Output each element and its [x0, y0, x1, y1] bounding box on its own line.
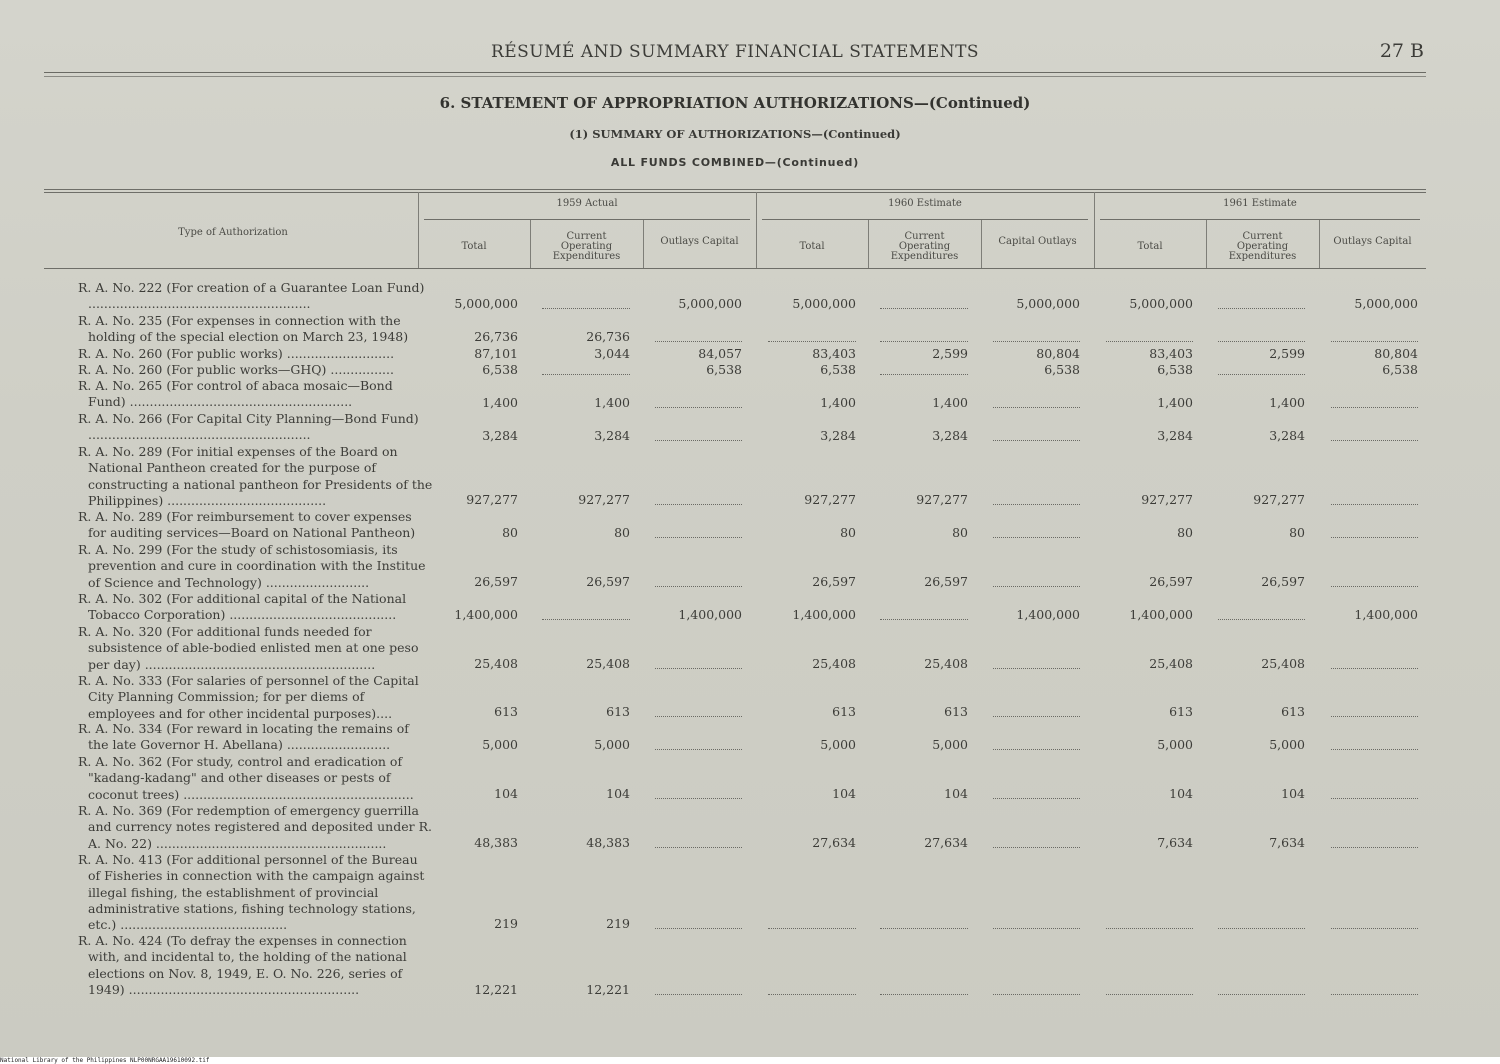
- empty-cell-leader: [655, 716, 742, 717]
- amount-cell: 1,400: [820, 395, 856, 410]
- amount-cell: 927,277: [916, 492, 968, 507]
- amount-cell: 613: [1169, 704, 1193, 719]
- empty-cell-leader: [1331, 537, 1418, 538]
- amount-cell: 104: [1281, 786, 1305, 801]
- scan-footer: National Library of the Philippines NLP00NRGAA19610092.tif: [0, 1057, 1500, 1064]
- amount-cell: 2,599: [1269, 346, 1305, 361]
- amount-cell: 26,597: [812, 574, 856, 589]
- amount-cell: 25,408: [924, 656, 968, 671]
- authorization-description: R. A. No. 266 (For Capital City Planning—Bond Fund) ........................................................: [78, 411, 419, 443]
- amount-cell: 6,538: [1044, 362, 1080, 377]
- amount-cell: 27,634: [924, 835, 968, 850]
- amount-cell: 26,597: [1149, 574, 1193, 589]
- column-header: Current Operating Expenditures: [890, 231, 959, 262]
- amount-cell: 12,221: [586, 982, 630, 997]
- column-header: Total: [461, 241, 487, 252]
- amount-cell: 104: [494, 786, 518, 801]
- amount-cell: 104: [606, 786, 630, 801]
- amount-cell: 26,597: [586, 574, 630, 589]
- empty-cell-leader: [1331, 749, 1418, 750]
- empty-cell-leader: [655, 341, 742, 342]
- header-rule-2: [44, 76, 1426, 77]
- amount-cell: 104: [944, 786, 968, 801]
- amount-cell: 5,000: [932, 737, 968, 752]
- amount-cell: 87,101: [474, 346, 518, 361]
- empty-cell-leader: [1218, 308, 1305, 309]
- authorization-description: R. A. No. 222 (For creation of a Guarantee Loan Fund) ........................................................: [78, 280, 425, 312]
- amount-cell: 927,277: [1141, 492, 1193, 507]
- amount-cell: 219: [606, 916, 630, 931]
- amount-cell: 104: [832, 786, 856, 801]
- amount-cell: 613: [1281, 704, 1305, 719]
- empty-cell-leader: [655, 537, 742, 538]
- amount-cell: 48,383: [474, 835, 518, 850]
- empty-cell-leader: [1331, 586, 1418, 587]
- column-header: Total: [799, 241, 825, 252]
- empty-cell-leader: [655, 668, 742, 669]
- amount-cell: 1,400,000: [454, 607, 518, 622]
- type-of-authorization-header: Type of Authorization: [178, 227, 288, 238]
- amount-cell: 5,000,000: [678, 296, 742, 311]
- amount-cell: 25,408: [586, 656, 630, 671]
- amount-cell: 5,000: [820, 737, 856, 752]
- amount-cell: 5,000: [482, 737, 518, 752]
- amount-cell: 26,597: [924, 574, 968, 589]
- amount-cell: 80: [502, 525, 518, 540]
- empty-cell-leader: [655, 928, 742, 929]
- empty-cell-leader: [993, 798, 1080, 799]
- amount-cell: 1,400,000: [1129, 607, 1193, 622]
- empty-cell-leader: [993, 586, 1080, 587]
- empty-cell-leader: [1331, 847, 1418, 848]
- empty-cell-leader: [993, 407, 1080, 408]
- empty-cell-leader: [655, 749, 742, 750]
- empty-cell-leader: [768, 928, 856, 929]
- amount-cell: 1,400: [482, 395, 518, 410]
- empty-cell-leader: [993, 928, 1080, 929]
- amount-cell: 12,221: [474, 982, 518, 997]
- amount-cell: 6,538: [1382, 362, 1418, 377]
- amount-cell: 5,000: [1157, 737, 1193, 752]
- amount-cell: 80: [840, 525, 856, 540]
- amount-cell: 3,284: [820, 428, 856, 443]
- amount-cell: 927,277: [1253, 492, 1305, 507]
- amount-cell: 3,284: [1157, 428, 1193, 443]
- empty-cell-leader: [1106, 928, 1193, 929]
- empty-cell-leader: [993, 504, 1080, 505]
- amount-cell: 26,597: [1261, 574, 1305, 589]
- empty-cell-leader: [768, 341, 856, 342]
- empty-cell-leader: [655, 586, 742, 587]
- empty-cell-leader: [993, 847, 1080, 848]
- amount-cell: 80: [614, 525, 630, 540]
- empty-cell-leader: [542, 619, 630, 620]
- empty-cell-leader: [1331, 341, 1418, 342]
- empty-cell-leader: [993, 537, 1080, 538]
- amount-cell: 927,277: [466, 492, 518, 507]
- table-head-bottom-rule: [44, 268, 1426, 269]
- amount-cell: 3,284: [1269, 428, 1305, 443]
- empty-cell-leader: [1331, 504, 1418, 505]
- authorization-description: R. A. No. 299 (For the study of schistosomiasis, its prevention and cure in coordination with the Institue of Science and Technology) ..........................: [78, 542, 426, 590]
- authorization-description: R. A. No. 333 (For salaries of personnel of the Capital City Planning Commission; for per diems of employees and for other incidental purposes)....: [78, 673, 419, 721]
- authorization-description: R. A. No. 424 (To defray the expenses in connection with, and incidental to, the holding of the national elections on Nov. 8, 1949, E. O. No. 226, series of 1949) ..........................................................: [78, 933, 407, 997]
- amount-cell: 80: [1177, 525, 1193, 540]
- empty-cell-leader: [1218, 374, 1305, 375]
- amount-cell: 5,000,000: [1129, 296, 1193, 311]
- authorization-description: R. A. No. 235 (For expenses in connection with the holding of the special election on March 23, 1948): [78, 313, 409, 345]
- authorization-description: R. A. No. 413 (For additional personnel of the Bureau of Fisheries in connection with the campaign against illegal fishing, the establishment of provincial administrative stations, fishing technology stations, etc.) ..........................................: [78, 852, 425, 933]
- empty-cell-leader: [655, 847, 742, 848]
- amount-cell: 1,400,000: [792, 607, 856, 622]
- empty-cell-leader: [1331, 928, 1418, 929]
- empty-cell-leader: [1331, 716, 1418, 717]
- empty-cell-leader: [880, 341, 968, 342]
- empty-cell-leader: [880, 619, 968, 620]
- authorization-description: R. A. No. 320 (For additional funds needed for subsistence of able-bodied enlisted men at one peso per day) ..........................................................: [78, 624, 419, 672]
- group-underline: [424, 219, 750, 220]
- empty-cell-leader: [1106, 341, 1193, 342]
- empty-cell-leader: [1331, 798, 1418, 799]
- column-header: Current Operating Expenditures: [1228, 231, 1297, 262]
- group-header: 1960 Estimate: [888, 198, 962, 209]
- empty-cell-leader: [542, 308, 630, 309]
- amount-cell: 927,277: [804, 492, 856, 507]
- amount-cell: 1,400: [594, 395, 630, 410]
- empty-cell-leader: [655, 504, 742, 505]
- authorization-description: R. A. No. 289 (For reimbursement to cover expenses for auditing services—Board on National Pantheon): [78, 509, 416, 541]
- amount-cell: 1,400: [932, 395, 968, 410]
- amount-cell: 5,000,000: [1016, 296, 1080, 311]
- column-header: Total: [1137, 241, 1163, 252]
- authorization-description: R. A. No. 302 (For additional capital of the National Tobacco Corporation) ..........................................: [78, 591, 407, 623]
- amount-cell: 5,000,000: [792, 296, 856, 311]
- column-header: Current Operating Expenditures: [552, 231, 621, 262]
- amount-cell: 104: [1169, 786, 1193, 801]
- amount-cell: 5,000,000: [454, 296, 518, 311]
- amount-cell: 26,736: [586, 329, 630, 344]
- amount-cell: 5,000,000: [1354, 296, 1418, 311]
- amount-cell: 1,400: [1269, 395, 1305, 410]
- empty-cell-leader: [1331, 994, 1418, 995]
- authorization-description: R. A. No. 289 (For initial expenses of the Board on National Pantheon created for the purpose of constructing a national pantheon for Presidents of the Philippines) ........................................: [78, 444, 433, 508]
- amount-cell: 80: [1289, 525, 1305, 540]
- amount-cell: 84,057: [698, 346, 742, 361]
- group-underline: [762, 219, 1088, 220]
- amount-cell: 26,736: [474, 329, 518, 344]
- amount-cell: 6,538: [706, 362, 742, 377]
- amount-cell: 27,634: [812, 835, 856, 850]
- column-header: Outlays Capital: [660, 236, 739, 247]
- amount-cell: 26,597: [474, 574, 518, 589]
- authorization-description: R. A. No. 260 (For public works) ...........................: [78, 346, 395, 361]
- amount-cell: 1,400,000: [1354, 607, 1418, 622]
- amount-cell: 5,000: [1269, 737, 1305, 752]
- amount-cell: 613: [606, 704, 630, 719]
- empty-cell-leader: [1331, 440, 1418, 441]
- statement-subtitle: (1) SUMMARY OF AUTHORIZATIONS—(Continued): [569, 127, 901, 141]
- amount-cell: 927,277: [578, 492, 630, 507]
- amount-cell: 6,538: [482, 362, 518, 377]
- amount-cell: 7,634: [1157, 835, 1193, 850]
- empty-cell-leader: [993, 668, 1080, 669]
- amount-cell: 3,284: [932, 428, 968, 443]
- amount-cell: 3,284: [594, 428, 630, 443]
- amount-cell: 6,538: [820, 362, 856, 377]
- authorization-description: R. A. No. 265 (For control of abaca mosaic—Bond Fund) ........................................................: [78, 378, 393, 410]
- table-top-rule-2: [44, 192, 1426, 193]
- empty-cell-leader: [993, 994, 1080, 995]
- amount-cell: 48,383: [586, 835, 630, 850]
- amount-cell: 80: [952, 525, 968, 540]
- group-header: 1959 Actual: [556, 198, 618, 209]
- amount-cell: 6,538: [1157, 362, 1193, 377]
- amount-cell: 80,804: [1036, 346, 1080, 361]
- header-rule: [44, 72, 1426, 73]
- amount-cell: 83,403: [1149, 346, 1193, 361]
- amount-cell: 80,804: [1374, 346, 1418, 361]
- empty-cell-leader: [993, 341, 1080, 342]
- empty-cell-leader: [993, 716, 1080, 717]
- empty-cell-leader: [993, 749, 1080, 750]
- statement-title: 6. STATEMENT OF APPROPRIATION AUTHORIZATIONS—(Continued): [439, 94, 1031, 112]
- amount-cell: 25,408: [474, 656, 518, 671]
- empty-cell-leader: [1218, 619, 1305, 620]
- empty-cell-leader: [880, 928, 968, 929]
- running-head: RÉSUMÉ AND SUMMARY FINANCIAL STATEMENTS: [490, 42, 980, 62]
- page-number: 27 B: [1379, 40, 1424, 62]
- amount-cell: 613: [494, 704, 518, 719]
- amount-cell: 3,284: [482, 428, 518, 443]
- empty-cell-leader: [880, 374, 968, 375]
- empty-cell-leader: [1331, 407, 1418, 408]
- empty-cell-leader: [542, 374, 630, 375]
- empty-cell-leader: [1331, 668, 1418, 669]
- amount-cell: 7,634: [1269, 835, 1305, 850]
- amount-cell: 219: [494, 916, 518, 931]
- amount-cell: 613: [832, 704, 856, 719]
- amount-cell: 1,400,000: [678, 607, 742, 622]
- empty-cell-leader: [1218, 994, 1305, 995]
- empty-cell-leader: [1218, 928, 1305, 929]
- amount-cell: 1,400,000: [1016, 607, 1080, 622]
- amount-cell: 3,044: [594, 346, 630, 361]
- amount-cell: 613: [944, 704, 968, 719]
- empty-cell-leader: [655, 440, 742, 441]
- empty-cell-leader: [993, 440, 1080, 441]
- amount-cell: 25,408: [1149, 656, 1193, 671]
- empty-cell-leader: [1106, 994, 1193, 995]
- authorization-description: R. A. No. 260 (For public works—GHQ) ................: [78, 362, 394, 377]
- amount-cell: 2,599: [932, 346, 968, 361]
- table-top-rule: [44, 189, 1426, 190]
- amount-cell: 5,000: [594, 737, 630, 752]
- authorization-description: R. A. No. 334 (For reward in locating the remains of the late Governor H. Abellana) ..........................: [78, 721, 409, 753]
- statement-subtitle-funds: ALL FUNDS COMBINED—(Continued): [610, 156, 860, 169]
- group-underline: [1100, 219, 1420, 220]
- column-header: Outlays Capital: [1333, 236, 1412, 247]
- empty-cell-leader: [768, 994, 856, 995]
- amount-cell: 25,408: [1261, 656, 1305, 671]
- group-header: 1961 Estimate: [1223, 198, 1297, 209]
- amount-cell: 83,403: [812, 346, 856, 361]
- authorization-description: R. A. No. 369 (For redemption of emergency guerrilla and currency notes registered and deposited under R. A. No. 22) ..........................................................: [78, 803, 432, 851]
- empty-cell-leader: [1218, 341, 1305, 342]
- empty-cell-leader: [655, 994, 742, 995]
- empty-cell-leader: [655, 798, 742, 799]
- empty-cell-leader: [880, 994, 968, 995]
- amount-cell: 25,408: [812, 656, 856, 671]
- empty-cell-leader: [655, 407, 742, 408]
- empty-cell-leader: [880, 308, 968, 309]
- column-header: Capital Outlays: [998, 236, 1077, 247]
- amount-cell: 1,400: [1157, 395, 1193, 410]
- authorization-description: R. A. No. 362 (For study, control and eradication of "kadang-kadang" and other diseases or pests of coconut trees) ..........................................................: [78, 754, 414, 802]
